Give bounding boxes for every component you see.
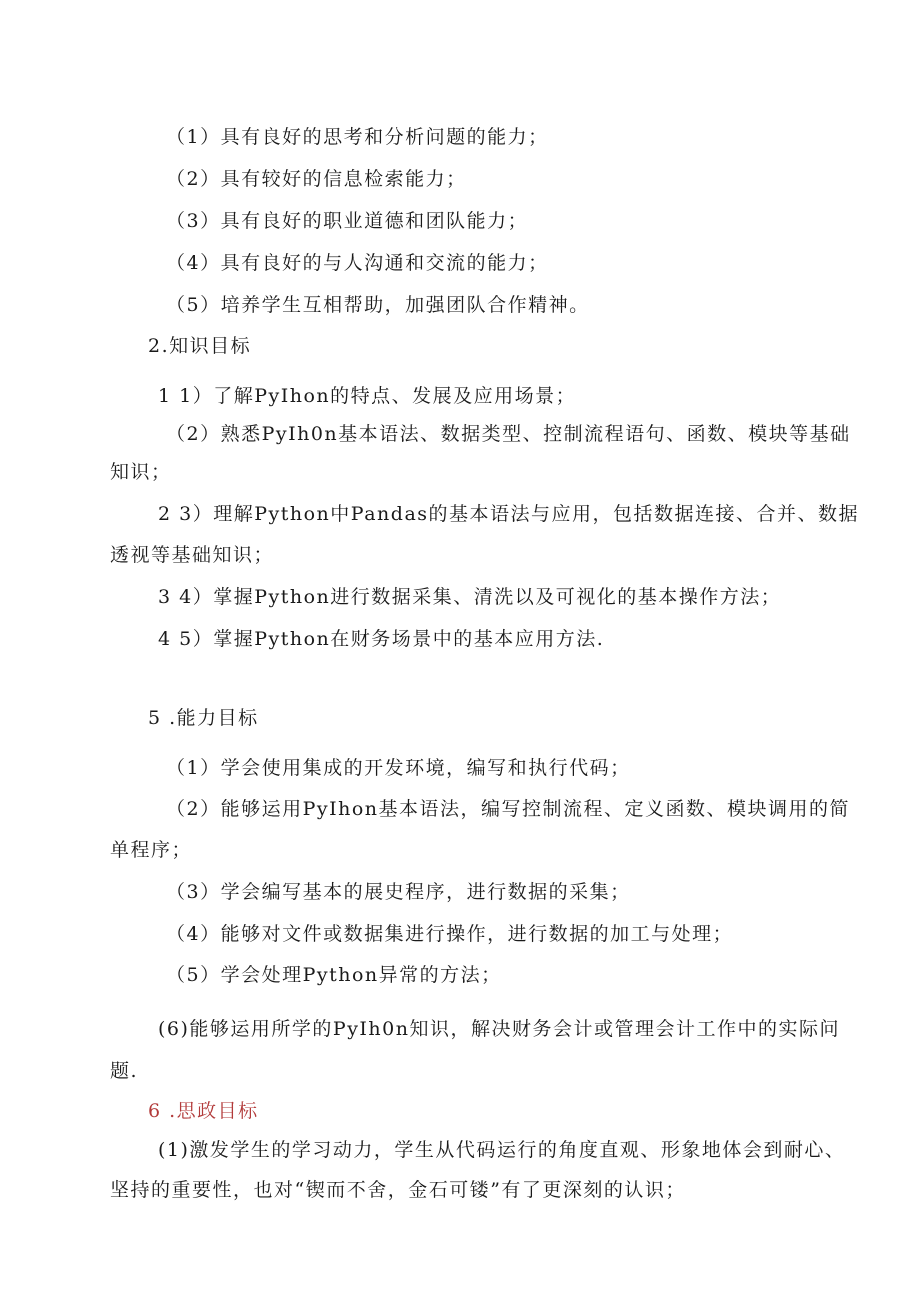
knowledge-heading: 2.知识目标 (148, 335, 252, 357)
knowledge-item-3: 2 3）理解Python中Pandas的基本语法与应用，包括数据连接、合并、数据 (158, 503, 860, 525)
attitude-item-1: （1）具有良好的思考和分析问题的能力； (166, 126, 549, 148)
ideology-item-1-cont: 坚持的重要性，也对“锲而不舍，金石可镂”有了更深刻的认识； (110, 1179, 686, 1201)
knowledge-item-5: 4 5）掌握Python在财务场景中的基本应用方法. (158, 628, 605, 650)
ability-item-2-cont: 单程序； (110, 839, 193, 861)
knowledge-item-2: （2）熟悉PyIh0n基本语法、数据类型、控制流程语句、函数、模块等基础 (166, 423, 851, 445)
ideology-item-1: (1)激发学生的学习动力，学生从代码运行的角度直观、形象地体会到耐心、 (158, 1139, 846, 1161)
knowledge-item-1: 1 1）了解PyIhon的特点、发展及应用场景； (158, 385, 577, 407)
knowledge-item-4: 3 4）掌握Python进行数据采集、清洗以及可视化的基本操作方法； (158, 586, 782, 608)
ability-item-1: （1）学会使用集成的开发环境，编写和执行代码； (166, 757, 631, 779)
ability-item-3: （3）学会编写基本的展史程序，进行数据的采集； (166, 881, 631, 903)
ability-item-6-cont: 题. (110, 1060, 139, 1082)
attitude-item-5: （5）培养学生互相帮助，加强团队合作精神。 (166, 294, 590, 316)
attitude-item-4: （4）具有良好的与人沟通和交流的能力； (166, 252, 549, 274)
ability-heading: 5 .能力目标 (148, 707, 259, 729)
attitude-item-2: （2）具有较好的信息检索能力； (166, 168, 467, 190)
ability-item-6: (6)能够运用所学的PyIh0n知识，解决财务会计或管理会计工作中的实际问 (158, 1018, 841, 1040)
knowledge-item-2-cont: 知识； (110, 461, 172, 483)
ability-item-5: （5）学会处理Python异常的方法； (166, 964, 502, 986)
ability-item-4: （4）能够对文件或数据集进行操作，进行数据的加工与处理； (166, 923, 734, 945)
ability-item-2: （2）能够运用PyIhon基本语法，编写控制流程、定义函数、模块调用的简 (166, 798, 851, 820)
attitude-item-3: （3）具有良好的职业道德和团队能力； (166, 210, 529, 232)
ideology-heading: 6 .思政目标 (148, 1100, 259, 1122)
knowledge-item-3-cont: 透视等基础知识； (110, 544, 275, 566)
